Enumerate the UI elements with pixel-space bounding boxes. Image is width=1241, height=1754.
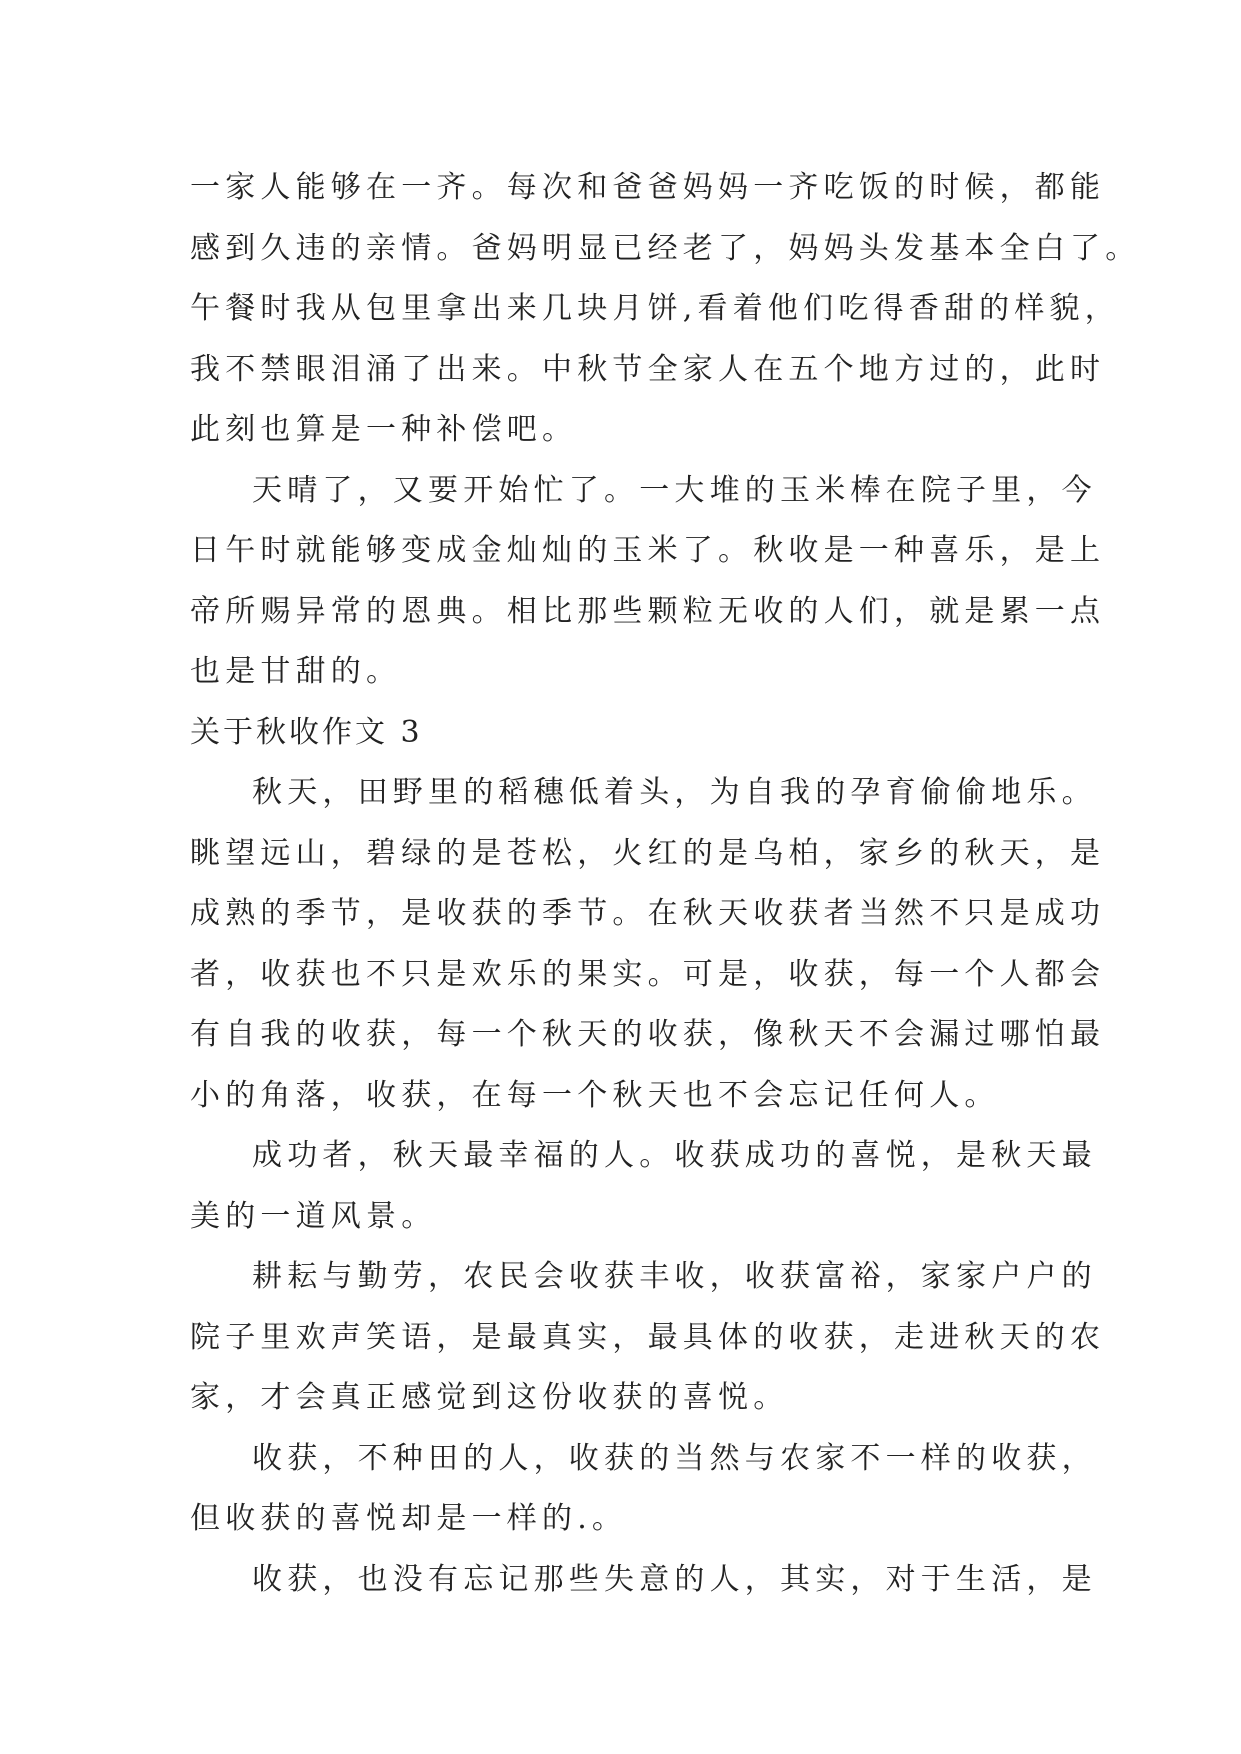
text-line: 一家人能够在一齐。每次和爸爸妈妈一齐吃饭的时候，都能 bbox=[190, 170, 1106, 205]
text-line: 者，收获也不只是欢乐的果实。可是，收获，每一个人都会 bbox=[190, 956, 1106, 992]
text-line: 午餐时我从包里拿出来几块月饼,看着他们吃得香甜的样貌， bbox=[190, 291, 1120, 326]
document-body bbox=[190, 158, 1141, 1610]
text-line: 也是甘甜的。 bbox=[190, 654, 402, 689]
text-line: 有自我的收获，每一个秋天的收获，像秋天不会漏过哪怕最 bbox=[190, 1017, 1106, 1052]
text-line: 此刻也算是一种补偿吧。 bbox=[190, 412, 578, 447]
text-line: 眺望远山，碧绿的是苍松，火红的是乌柏，家乡的秋天，是 bbox=[190, 835, 1106, 871]
text-line: 收获，也没有忘记那些失意的人，其实，对于生活，是 bbox=[252, 1561, 1097, 1597]
text-line: 我不禁眼泪涌了出来。中秋节全家人在五个地方过的，此时 bbox=[190, 351, 1106, 387]
text-line: 美的一道风景。 bbox=[190, 1198, 437, 1234]
text-line: 感到久违的亲情。爸妈明显已经老了，妈妈头发基本全白了。 bbox=[190, 230, 1141, 266]
text-line: 家，才会真正感觉到这份收获的喜悦。 bbox=[190, 1380, 789, 1415]
text-line: 秋天，田野里的稻穗低着头，为自我的孕育偷偷地乐。 bbox=[252, 775, 1097, 810]
text-line: 成熟的季节，是收获的季节。在秋天收获者当然不只是成功 bbox=[190, 896, 1106, 931]
text-line: 院子里欢声笑语，是最真实，最具体的收获，走进秋天的农 bbox=[190, 1319, 1106, 1355]
section-heading: 关于秋收作文 3 bbox=[190, 714, 423, 750]
text-line: 收获，不种田的人，收获的当然与农家不一样的收获， bbox=[252, 1440, 1097, 1476]
text-line: 帝所赐异常的恩典。相比那些颗粒无收的人们，就是累一点 bbox=[190, 593, 1106, 629]
text-line: 小的角落，收获，在每一个秋天也不会忘记任何人。 bbox=[190, 1077, 1000, 1113]
text-line: 日午时就能够变成金灿灿的玉米了。秋收是一种喜乐，是上 bbox=[190, 533, 1106, 568]
text-line: 天晴了，又要开始忙了。一大堆的玉米棒在院子里，今 bbox=[252, 472, 1097, 508]
text-line: 耕耘与勤劳，农民会收获丰收，收获富裕，家家户户的 bbox=[252, 1259, 1097, 1294]
text-line: 但收获的喜悦却是一样的.。 bbox=[190, 1501, 628, 1536]
text-line: 成功者，秋天最幸福的人。收获成功的喜悦，是秋天最 bbox=[252, 1138, 1097, 1173]
